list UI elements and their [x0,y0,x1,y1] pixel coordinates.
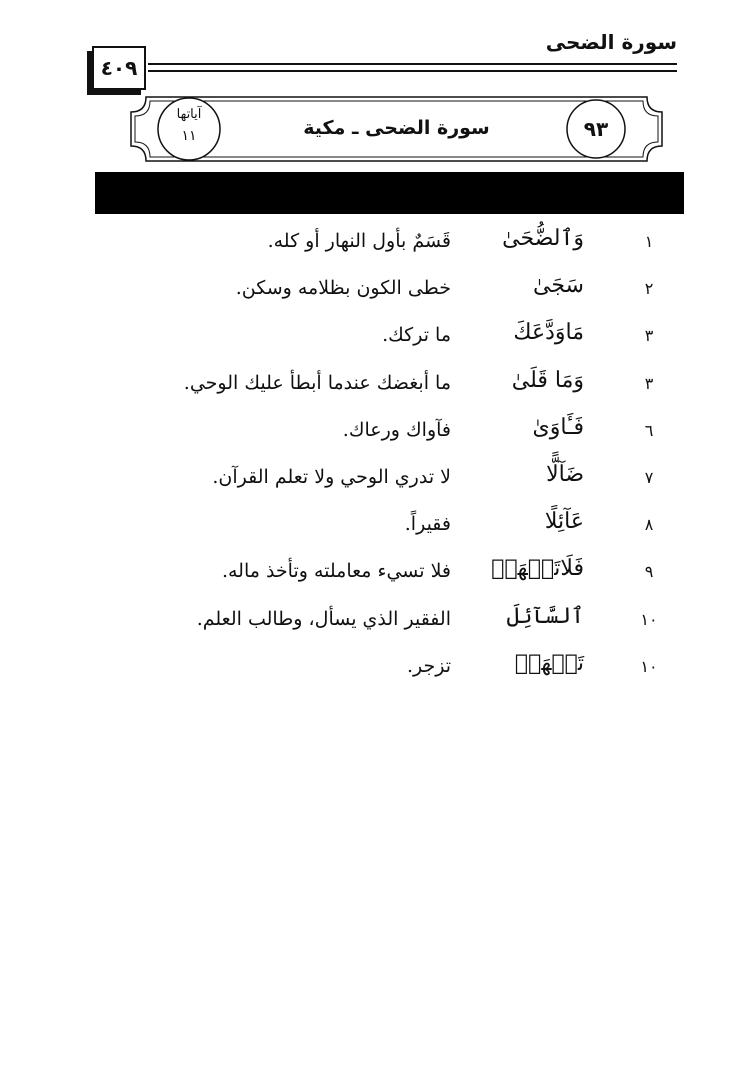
word-meaning: فقيراً. [404,513,451,536]
quran-word: سَجَىٰ [533,273,584,299]
quran-word: فَلَاتَقۡهَرۡ [491,556,584,582]
verse-number: ٢ [644,279,654,299]
running-title: سورة الضحى [545,30,677,54]
gloss-row [95,269,684,316]
surah-title: سورة الضحى ـ مكية [303,117,490,139]
gloss-row [95,505,684,552]
header-rule-bottom [148,70,677,72]
verse-number: ٨ [644,515,654,535]
gloss-list [95,222,684,694]
header-rule-top [148,63,677,65]
surah-title-frame [130,96,663,162]
verse-number: ٣ [644,326,654,346]
gloss-row [95,647,684,694]
quran-word: ٱلسَّآئِلَ [506,603,584,629]
verse-number: ١٠ [640,656,658,676]
ayat-count: ١١ [181,128,197,144]
verse-number: ١٠ [640,609,658,629]
word-meaning: قَسَمٌ بأول النهار أو كله. [267,230,451,252]
word-meaning: فآواك ورعاك. [342,418,451,441]
quran-word: فَـَٔاوَىٰ [532,414,584,440]
quran-word: ضَآلًّا [546,461,584,487]
gloss-row [95,552,684,599]
word-meaning: تزجر. [406,654,451,677]
word-meaning: فلا تسيء معاملته وتأخذ ماله. [221,560,451,583]
verse-number: ٩ [644,562,654,582]
gloss-row [95,222,684,269]
quran-word: تَنۡهَرۡ [514,650,584,676]
gloss-row [95,411,684,458]
quran-word: مَاوَدَّعَكَ [513,320,584,346]
word-meaning: ما أبغضك عندما أبطأ عليك الوحي. [183,371,451,394]
word-meaning: لا تدري الوحي ولا تعلم القرآن. [212,465,451,488]
quran-word: وَٱلضُّحَىٰ [502,226,584,251]
gloss-row [95,458,684,505]
verse-number: ٧ [644,467,654,487]
ayat-label: آياتها [176,107,202,122]
page-number: ٤٠٩ [92,46,146,90]
word-meaning: الفقير الذي يسأل، وطالب العلم. [196,607,451,630]
verse-number: ٦ [644,420,654,440]
gloss-row [95,364,684,411]
word-meaning: ما تركك. [382,324,451,347]
verse-number: ٣ [644,373,654,393]
section-banner [95,172,684,214]
quran-word: عَآئِلًا [544,509,584,535]
surah-number: ٩٣ [583,117,609,141]
gloss-row [95,316,684,363]
quran-word: وَمَا قَلَىٰ [511,367,584,393]
word-meaning: خطى الكون بظلامه وسكن. [235,277,451,300]
gloss-row [95,600,684,647]
verse-number: ١ [644,232,654,251]
